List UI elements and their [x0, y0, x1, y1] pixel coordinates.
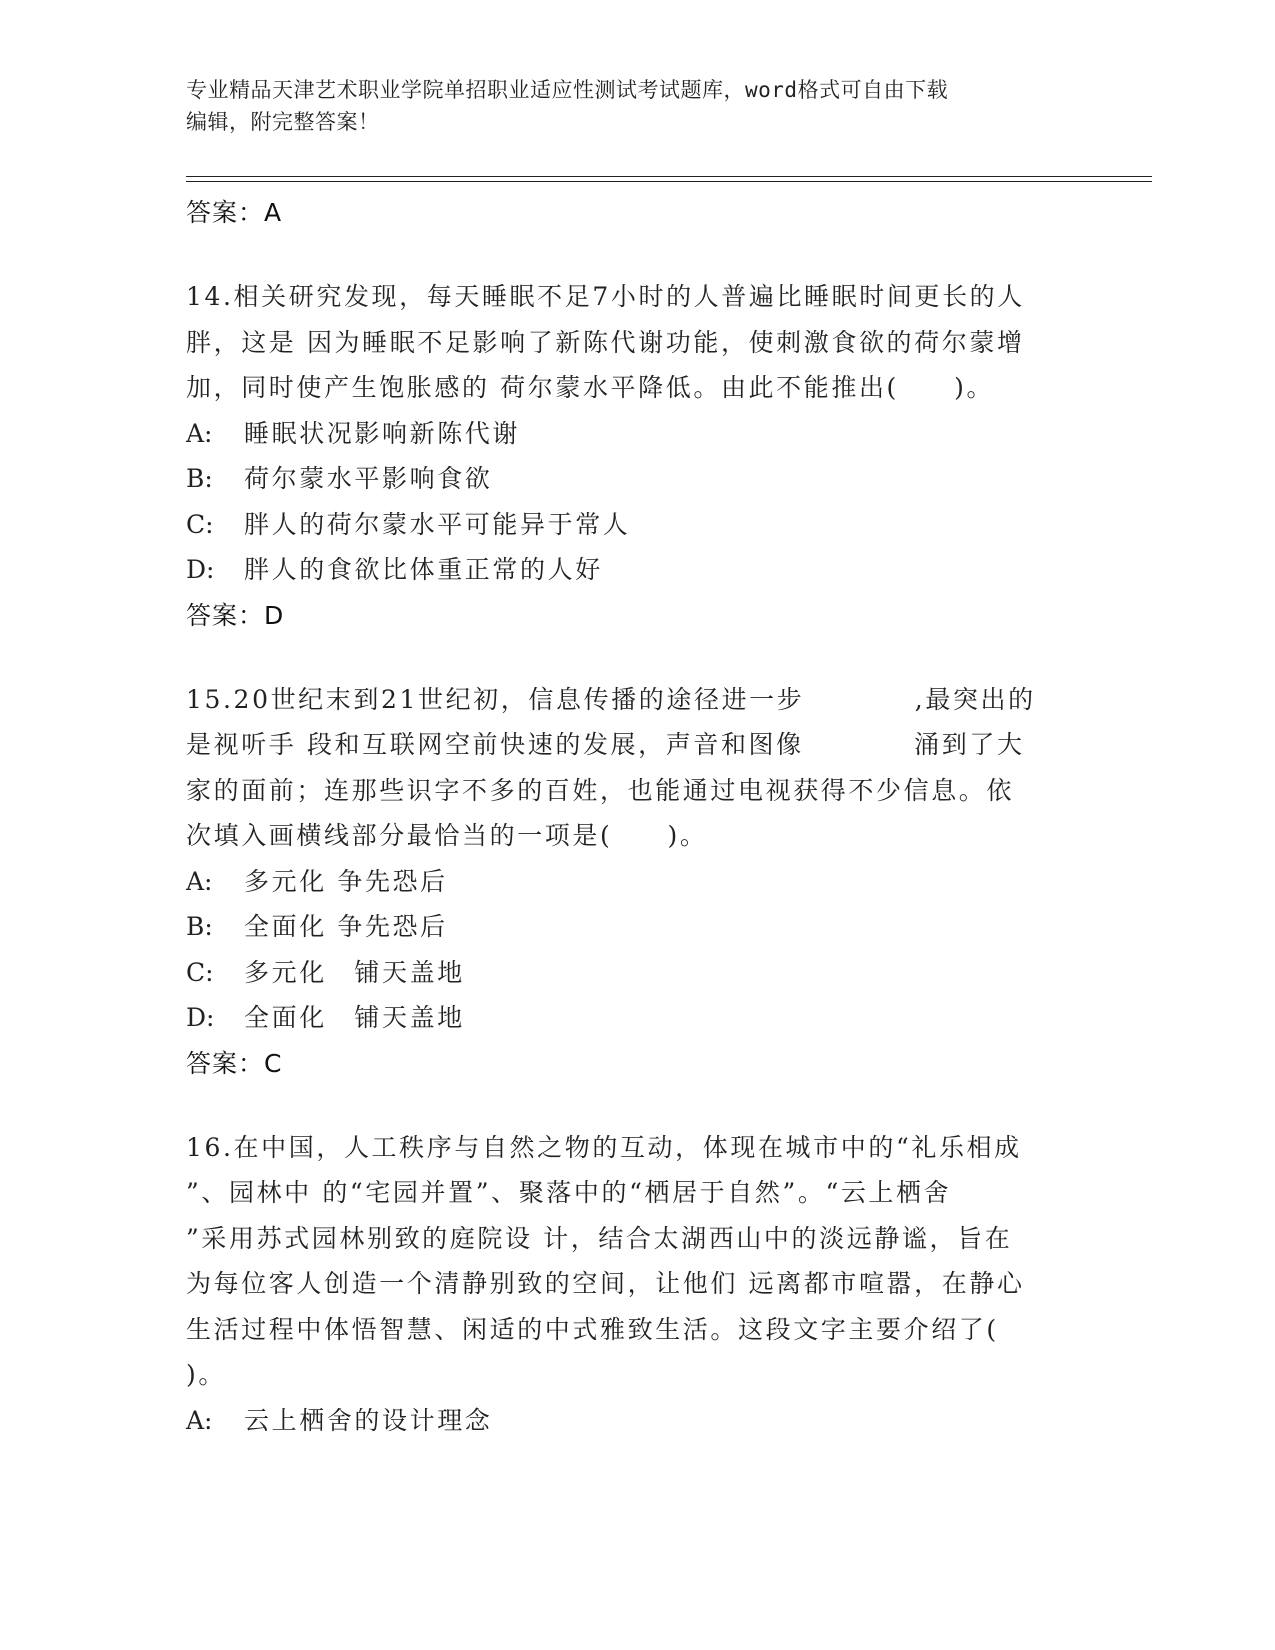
option-letter: C:	[186, 957, 214, 987]
option-text: 云上栖舍的设计理念	[244, 1405, 493, 1435]
answer-13: 答案：A	[186, 198, 283, 227]
option-letter: B:	[186, 464, 213, 493]
question-15-option-b	[186, 904, 1066, 950]
header-line-1: 专业精品天津艺术职业学院单招职业适应性测试考试题库，word格式可自由下载	[186, 78, 949, 102]
spacer	[186, 1087, 1066, 1125]
question-15-line-3: 家的面前；连那些识字不多的百姓，也能通过电视获得不少信息。依	[186, 775, 1015, 805]
option-letter: D:	[186, 1003, 215, 1032]
question-15-line-1: 15.20世纪末到21世纪初，信息传播的途径进一步 ,最突出的	[186, 684, 1036, 714]
question-15-line-4: 次填入画横线部分最恰当的一项是( )。	[186, 821, 708, 850]
question-15-option-c	[186, 950, 1066, 996]
spacer	[186, 236, 1066, 274]
header-line-2: 编辑，附完整答案！	[186, 110, 380, 134]
question-15-option-d	[186, 995, 1066, 1041]
question-14-option-a	[186, 411, 1066, 457]
question-16-line-2: ”、园林中 的“宅园并置”、聚落中的“栖居于自然”。“云上栖舍	[186, 1178, 952, 1207]
option-text: 多元化 争先恐后	[244, 866, 448, 896]
question-16-option-a	[186, 1398, 1066, 1444]
spacer	[186, 639, 1066, 677]
question-15-line-2: 是视听手 段和互联网空前快速的发展，声音和图像 涌到了大	[186, 730, 1025, 759]
option-text: 全面化 争先恐后	[244, 912, 448, 941]
option-letter: A:	[186, 1405, 213, 1435]
question-16-line-4: 为每位客人创造一个清静别致的空间，让他们 远离都市喧嚣，在静心	[186, 1269, 1025, 1298]
option-letter: C:	[186, 509, 214, 539]
option-text: 全面化 铺天盖地	[244, 1003, 465, 1032]
option-text: 睡眠状况影响新陈代谢	[244, 418, 521, 448]
question-14-option-c	[186, 502, 1066, 548]
question-15	[186, 677, 1066, 1087]
question-14-line-2: 胖，这是 因为睡眠不足影响了新陈代谢功能，使刺激食欲的荷尔蒙增	[186, 327, 1025, 357]
option-letter: D:	[186, 555, 215, 584]
question-14-line-3: 加，同时使产生饱胀感的 荷尔蒙水平降低。由此不能推出( )。	[186, 373, 995, 402]
question-15-option-a	[186, 859, 1066, 905]
answer-14: 答案：D	[186, 600, 285, 630]
question-14-option-d	[186, 547, 1066, 593]
question-16-line-6: )。	[186, 1360, 226, 1389]
question-16-line-3: ”采用苏式园林别致的庭院设 计，结合太湖西山中的淡远静谧，旨在	[186, 1223, 1013, 1253]
header-divider	[186, 176, 1152, 182]
option-letter: B:	[186, 912, 213, 941]
option-letter: A:	[186, 866, 213, 896]
question-16-line-5: 生活过程中体悟智慧、闲适的中式雅致生活。这段文字主要介绍了(	[186, 1314, 999, 1344]
question-16-line-1: 16.在中国，人工秩序与自然之物的互动，体现在城市中的“礼乐相成	[186, 1132, 1022, 1162]
option-text: 荷尔蒙水平影响食欲	[244, 464, 493, 493]
option-letter: A:	[186, 418, 213, 448]
question-14	[186, 274, 1066, 639]
answer-15: 答案：C	[186, 1048, 283, 1078]
option-text: 胖人的荷尔蒙水平可能异于常人	[244, 509, 631, 539]
option-text: 多元化 铺天盖地	[244, 957, 465, 987]
question-14-line-1: 14.相关研究发现，每天睡眠不足7小时的人普遍比睡眠时间更长的人	[186, 282, 1025, 311]
question-content	[186, 190, 1066, 1443]
page-header	[186, 74, 1066, 138]
question-16	[186, 1125, 1066, 1444]
option-text: 胖人的食欲比体重正常的人好	[244, 555, 603, 584]
question-14-option-b	[186, 456, 1066, 502]
